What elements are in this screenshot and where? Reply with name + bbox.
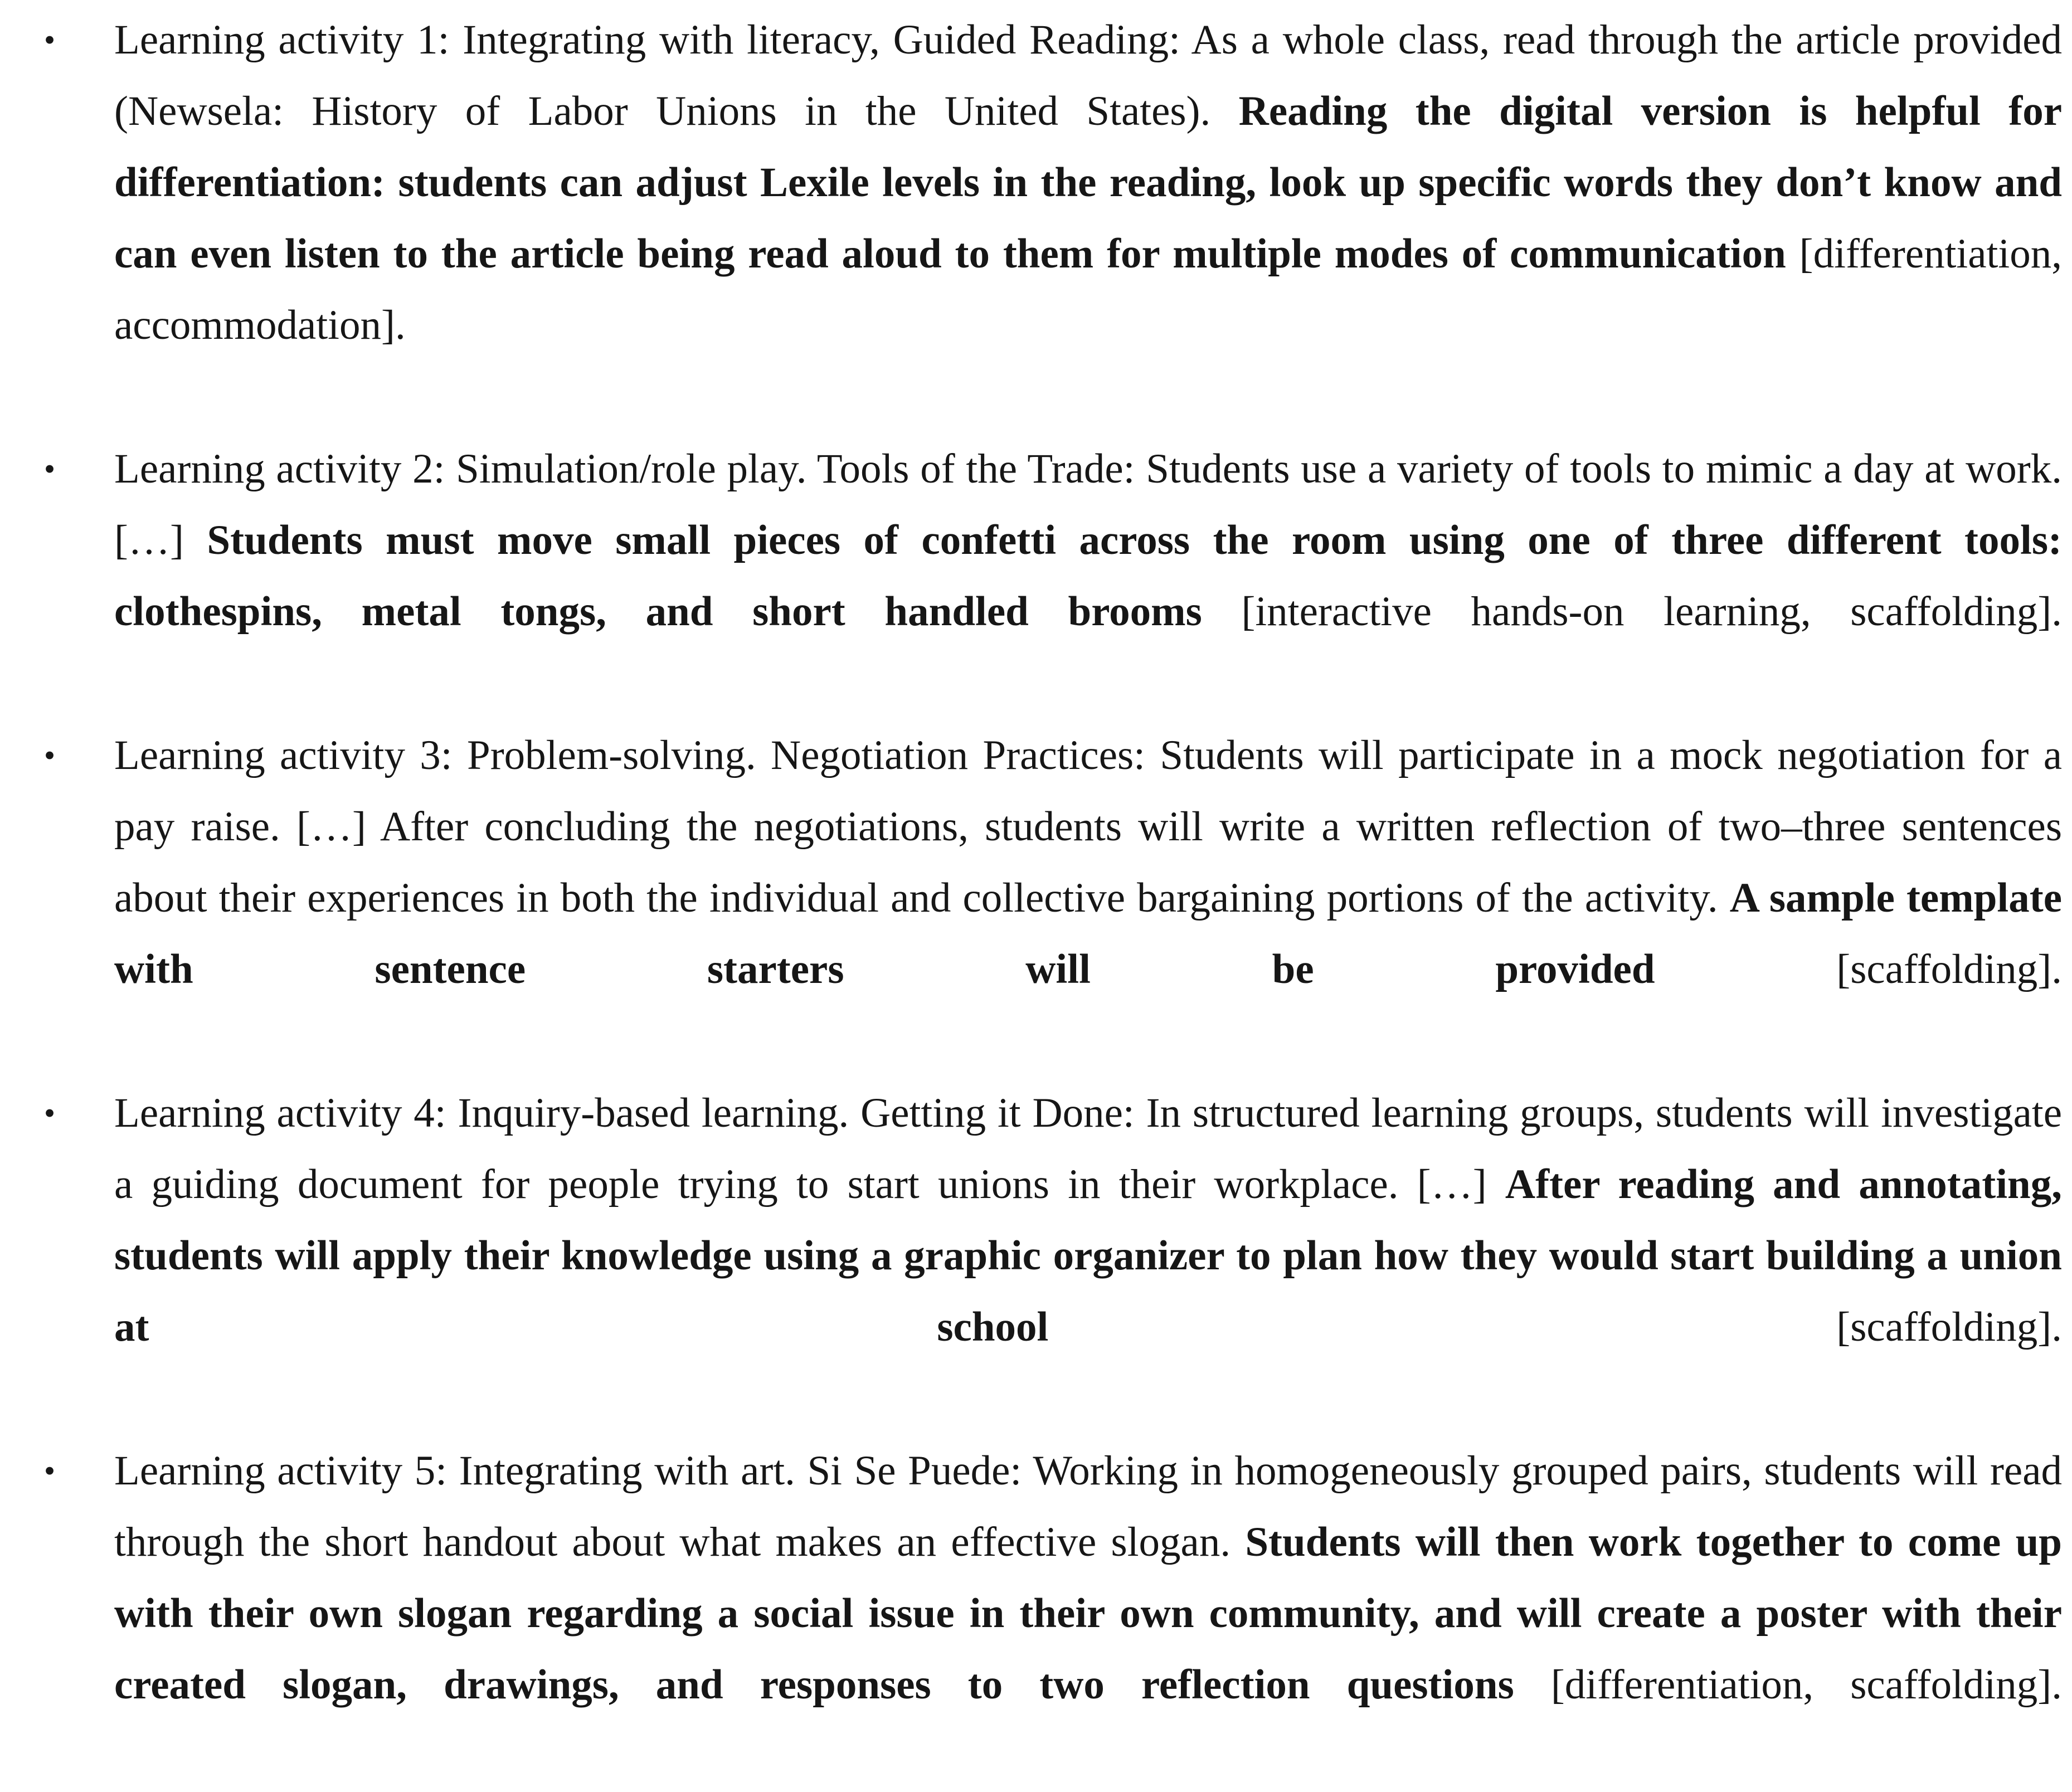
body-text-run: Learning activity 2: Simulation/role play. Tools of the Trade: Students use a variety of tools to mimic a day at work. […] — [114, 446, 2062, 563]
list-item-text — [114, 4, 2062, 432]
body-text-run: Learning activity 4: Inquiry-based learning. Getting it Done: In structured learning groups, students will investigate a guiding document for people trying to start unions in their workplace. […] — [114, 1090, 2062, 1207]
body-text-run: [scaffolding]. — [1048, 1304, 2062, 1350]
list-item-text — [114, 434, 2062, 719]
bullet-point-icon: • — [43, 22, 56, 58]
body-text-run: [differentiation, accommodation]. — [114, 231, 2062, 348]
emphasis-text-run: Reading the digital version is helpful for differentiation: students can adjust Lexile levels in the reading, look up specific words they don’t know and can even listen to the article being read aloud to them for multiple modes of communication — [114, 88, 2062, 277]
bullet-point-icon: • — [43, 1095, 56, 1131]
emphasis-text-run: After reading and annotating, students will apply their knowledge using a graphic organizer to plan how they would start building a union at school — [114, 1161, 2062, 1350]
bullet-point-icon: • — [43, 1453, 56, 1489]
emphasis-text-run: Students will then work together to come up with their own slogan regarding a social issue in their own community, and will create a poster with their created slogan, drawings, and responses to two reflection questions — [114, 1519, 2063, 1708]
emphasis-text-run: Students must move small pieces of confetti across the room using one of three different tools: clothespins, metal tongs, and short handled brooms — [114, 517, 2062, 635]
body-text-run: [scaffolding]. — [1655, 946, 2062, 992]
bullet-point-icon: • — [43, 451, 56, 487]
list-item — [0, 434, 2062, 719]
emphasis-text-run: A sample template with sentence starters will be provided — [114, 875, 2063, 992]
list-item-text — [114, 720, 2062, 1077]
list-item — [0, 1078, 2062, 1434]
bullet-point-icon: • — [43, 737, 56, 773]
body-text-run: Learning activity 3: Problem-solving. Negotiation Practices: Students will participate in a mock negotiation for a pay raise. […] After concluding the negotiations, students will write a written reflection of two–three sentences about their experiences in both the individual and collective bargaining portions of the activity. — [114, 732, 2062, 921]
body-text-run: [differentiation, scaffolding]. — [1514, 1662, 2062, 1708]
body-text-run: [interactive hands-on learning, scaffolding]. — [1202, 588, 2062, 635]
learning-activity-list — [0, 4, 2062, 1792]
body-text-run: Learning activity 1: Integrating with literacy, Guided Reading: As a whole class, read through the article provided (Newsela: History of Labor Unions in the United States). — [114, 17, 2062, 134]
list-item — [0, 1435, 2062, 1792]
list-item — [0, 4, 2062, 432]
list-item-text — [114, 1435, 2062, 1792]
list-item-text — [114, 1078, 2062, 1434]
list-item — [0, 720, 2062, 1077]
body-text-run: Learning activity 5: Integrating with art. Si Se Puede: Working in homogeneously grouped pairs, students will read through the short handout about what makes an effective slogan. — [114, 1448, 2062, 1565]
